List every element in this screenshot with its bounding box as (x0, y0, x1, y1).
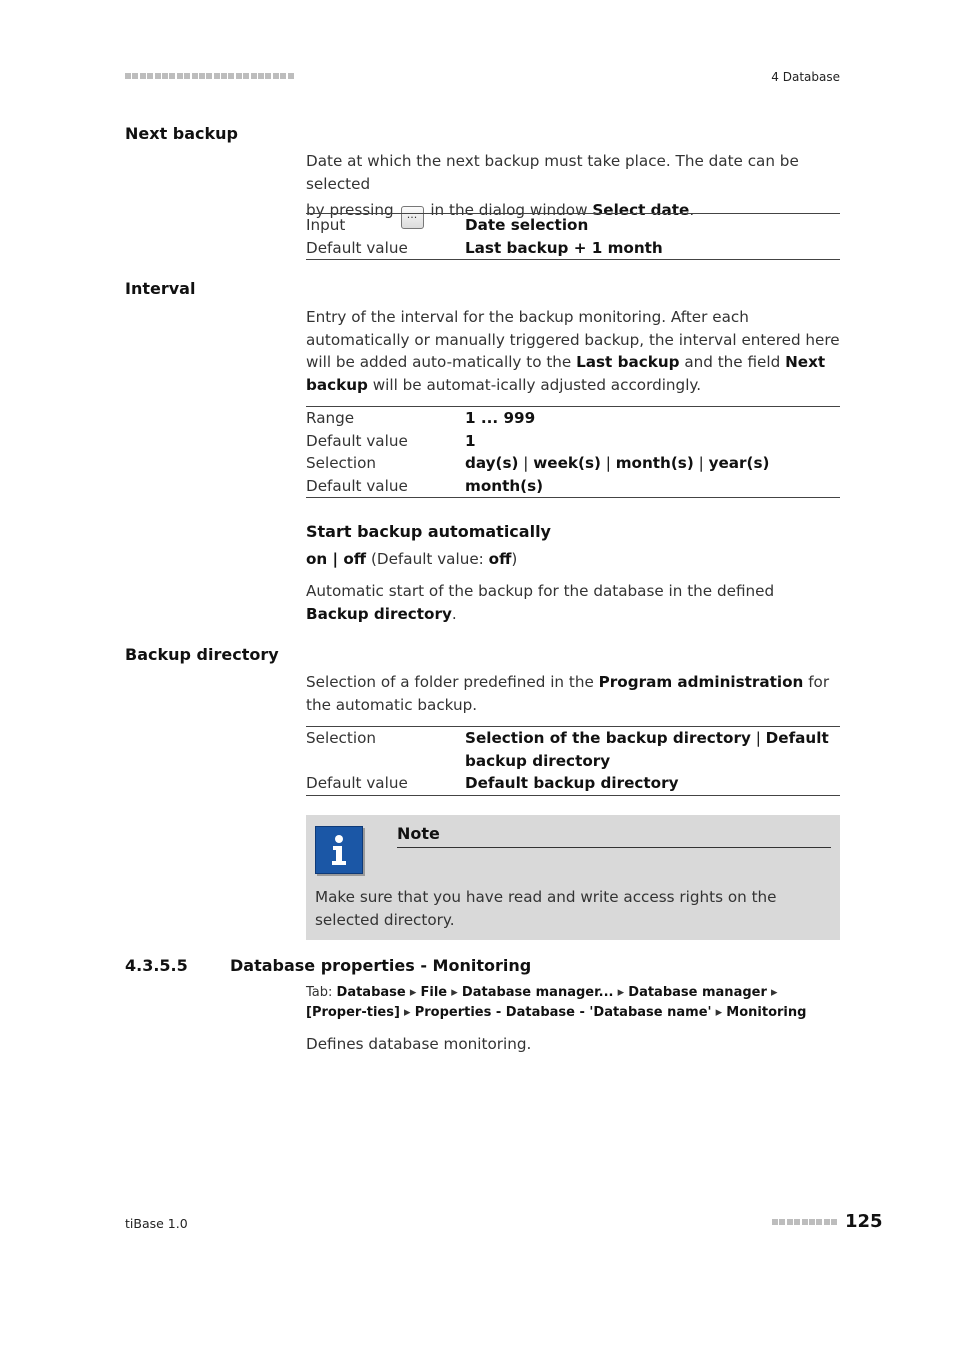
param-row: Selection day(s) | week(s) | month(s) | year(s) (306, 454, 770, 472)
param-row: Default value 1 (306, 431, 476, 450)
start-backup-options: on | off (Default value: off) (306, 550, 518, 568)
ellipsis-button-icon: ... (401, 206, 424, 229)
param-row: Default value Default backup directory (306, 774, 679, 792)
note-title: Note (397, 824, 831, 848)
header-decoration (125, 73, 307, 81)
interval-label: Interval (125, 279, 196, 298)
note-text: Make sure that you have read and write access rights on the selected directory. (315, 888, 777, 929)
interval-param-table (306, 406, 840, 498)
info-icon (315, 826, 363, 874)
start-backup-description: Automatic start of the backup for the database in the defined Backup directory. (306, 582, 775, 623)
param-row: Selection Selection of the backup directory | Default backup directory (306, 729, 829, 770)
backup-directory-description: Selection of a folder predefined in the Program administration for the automatic backup. (306, 673, 830, 714)
interval-description: Entry of the interval for the backup monitoring. After each automatically or manually triggered backup, the interval entered here will be added auto-matically to the Last backup and the field Next backup will be automat-ically adjusted accordingly. (306, 308, 840, 394)
footer-product: tiBase 1.0 (125, 1216, 188, 1231)
backup-directory-param-table (306, 726, 840, 796)
header-chapter: 4 Database (771, 70, 840, 84)
next-backup-description: Date at which the next backup must take place. The date can be selected by pressing ... in the dialog window Select date. (306, 150, 841, 229)
section-number: 4.3.5.5 (125, 956, 188, 975)
section-description: Defines database monitoring. (306, 1035, 532, 1053)
param-row: Range 1 ... 999 (306, 409, 536, 427)
note-box (306, 815, 840, 940)
tab-path: Tab: Database ▸ File ▸ Database manager... ▸ Database manager ▸ [Proper-ties] ▸ Properties - Database - 'Database name' ▸ Monitoring (306, 985, 807, 1020)
next-backup-param-table (306, 213, 840, 260)
param-row: Default value month(s) (306, 476, 544, 495)
backup-directory-label: Backup directory (125, 645, 279, 664)
param-row: Default value Last backup + 1 month (306, 238, 663, 257)
start-backup-title: Start backup automatically (306, 522, 551, 541)
page-number: 125 (845, 1211, 883, 1232)
footer-decoration (772, 1219, 840, 1227)
section-title: Database properties - Monitoring (230, 956, 532, 975)
next-backup-label: Next backup (125, 124, 238, 143)
param-row: Input Date selection (306, 216, 589, 234)
